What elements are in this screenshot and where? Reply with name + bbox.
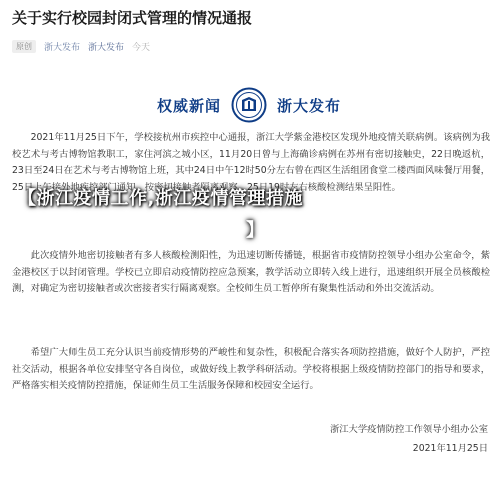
account-link[interactable]: 浙大发布 bbox=[88, 42, 125, 53]
body-paragraph-2: 此次疫情外地密切接触者有多人核酸检测阳性，为迅速切断传播链，根据省市疫情防控领导小组办公室命令，紫金港校区于以封闭管理。学校已立即启动疫情防控应急预案，教学活动立即转入线上进行，迅速组织开展全员核酸检测，对确定为密切接触者或次密接者实行隔离观察。全校师生员工暂停所有聚集性活动和外出交流活动。 bbox=[12, 250, 490, 294]
banner-left-text: 权威新闻 bbox=[156, 96, 221, 115]
banner-right-text: 浙大发布 bbox=[277, 96, 342, 115]
article-title: 关于实行校园封闭式管理的情况通报 bbox=[12, 9, 253, 27]
header-banner bbox=[138, 84, 360, 126]
body-paragraph-3: 希望广大师生员工充分认识当前疫情形势的严峻性和复杂性，积极配合落实各项防控措施，做好个人防护，严控社交活动，根据各单位安排坚守各自岗位，或做好线上教学科研活动。学校将根据上级疫情防控部门的指导和要求，严格落实相关疫情防控措施，保证师生员工生活服务保障和校园安全运行。 bbox=[12, 347, 490, 391]
overlay-caption: 【浙江疫情工作,浙江疫情管理措施 bbox=[18, 188, 303, 209]
publish-time: 今天 bbox=[132, 42, 151, 53]
body-paragraph-1: 2021年11月25日下午，学校接杭州市疾控中心通报，浙江大学紫金港校区发现外地疫情关联病例。该病例为我校艺术与考古博物馆教职工，家住河滨之城小区，11月20日曾与上海确诊病例在苏州有密切接触史，22日晚返杭，23日至24日在艺术与考古博物馆上班，其中24日中午12时50分左右曾在西区生活组团食堂二楼西面风味餐厅用餐，25日上午接外地疾控部门通知，按密切接触者隔离观察，25日19时左右核酸检测结果呈阳性。 bbox=[12, 132, 490, 193]
original-tag: 原创 bbox=[12, 40, 36, 53]
overlay-caption-bracket: 】 bbox=[246, 220, 264, 241]
signature-office: 浙江大学疫情防控工作领导小组办公室 bbox=[329, 424, 488, 435]
university-emblem-icon bbox=[231, 87, 267, 123]
signature-date: 2021年11月25日 bbox=[412, 443, 488, 454]
author-name: 浙大发布 bbox=[44, 42, 81, 53]
article-meta bbox=[12, 38, 150, 54]
